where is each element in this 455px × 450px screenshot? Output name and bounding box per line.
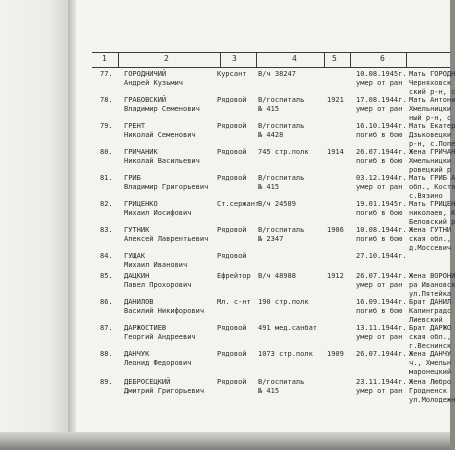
death-date: 13.11.1944г. умер от ран	[356, 324, 407, 341]
table-row	[0, 378, 455, 408]
death-date: 10.08.1944г. погиб в бою	[356, 226, 407, 243]
military-rank: Рядовой	[217, 350, 247, 358]
relative-info: Жена Любро Гродненск ул.Молодежн	[409, 378, 455, 404]
relative-info: Жена ГУТНИ ская обл., д.Моссевич	[409, 226, 452, 252]
military-unit: В/госпиталь № 4428	[258, 122, 305, 139]
header-col-1: 1	[102, 54, 107, 63]
person-given-name: Павел Прохорович	[124, 281, 192, 289]
person-name	[124, 350, 191, 368]
header-col-2: 2	[164, 54, 169, 63]
row-number: 80.	[100, 148, 113, 156]
military-unit: В/ч 48988	[258, 272, 296, 280]
person-name	[124, 96, 200, 114]
person-given-name: Алексей Лаврентьевич	[124, 235, 209, 243]
person-surname: ГРИЦЕНКО	[124, 200, 158, 208]
table-header	[92, 52, 450, 68]
person-surname: ГУЩАК	[124, 252, 146, 260]
death-date: 26.07.1944г. погиб в бою	[356, 148, 407, 165]
military-unit: В/госпиталь № 415	[258, 378, 305, 395]
relative-info: Мать ГРИБ А обл., Костя с.Вязино	[409, 174, 455, 200]
person-surname: ДЕБРОСЕЦКИЙ	[124, 378, 171, 386]
header-divider	[406, 53, 407, 67]
relative-info: Брат ДАНИЛ Калинградс Лиевский	[409, 298, 452, 324]
person-surname: ДАНЧУК	[124, 350, 150, 358]
military-rank: Рядовой	[217, 324, 247, 332]
birth-year: 1912	[327, 272, 344, 280]
person-given-name: Михаил Иванович	[124, 261, 188, 269]
header-divider	[118, 53, 119, 67]
military-rank: Рядовой	[217, 378, 247, 386]
person-name	[124, 252, 187, 270]
person-surname: ГРИЧАНИК	[124, 148, 158, 156]
death-date: 16.10.1944г. погиб в бою	[356, 122, 407, 139]
military-unit: 745 стр.полк	[258, 148, 309, 156]
military-unit: В/госпиталь № 2347	[258, 226, 305, 243]
table-row	[0, 350, 450, 380]
birth-year: 1914	[327, 148, 344, 156]
person-name	[124, 226, 208, 244]
military-rank: Рядовой	[217, 96, 247, 104]
relative-info: Мать Антони Хмельницки ный р-н, с	[409, 96, 455, 122]
military-rank: Рядовой	[217, 252, 247, 260]
header-col-4: 4	[292, 54, 297, 63]
person-given-name: Владимир Семенович	[124, 105, 200, 113]
death-date: 17.08.1944г. умер от ран	[356, 96, 407, 113]
person-given-name: Дмитрий Григорьевич	[124, 387, 205, 395]
person-name	[124, 324, 196, 342]
relative-info: Мать ГОРОДН Черняховск ский р-н, с	[409, 70, 455, 96]
header-divider	[256, 53, 257, 67]
military-rank: Рядовой	[217, 226, 247, 234]
header-divider	[350, 53, 351, 67]
person-name	[124, 122, 196, 140]
person-given-name: Леонид Федорович	[124, 359, 192, 367]
birth-year: 1909	[327, 350, 344, 358]
row-number: 83.	[100, 226, 113, 234]
death-date: 27.10.1944г.	[356, 252, 407, 260]
person-surname: ДАРЖОСТИЕВ	[124, 324, 167, 332]
person-name	[124, 200, 191, 218]
person-given-name: Андрей Кузьмич	[124, 79, 184, 87]
military-rank: Рядовой	[217, 174, 247, 182]
row-number: 88.	[100, 350, 113, 358]
header-col-6: 6	[380, 54, 385, 63]
row-number: 86.	[100, 298, 113, 306]
person-surname: ГУТНИК	[124, 226, 150, 234]
death-date: 19.01.1945г. погиб в бою	[356, 200, 407, 217]
military-unit: 491 мед.санбат	[258, 324, 318, 332]
death-date: 16.09.1944г. погиб в бою	[356, 298, 407, 315]
person-given-name: Михаил Иосифович	[124, 209, 192, 217]
military-rank: Рядовой	[217, 148, 247, 156]
row-number: 84.	[100, 252, 113, 260]
person-given-name: Николай Семенович	[124, 131, 196, 139]
military-rank: Рядовой	[217, 122, 247, 130]
death-date: 26.07.1944г.	[356, 350, 407, 358]
person-surname: ДАНИЛОВ	[124, 298, 154, 306]
birth-year: 1906	[327, 226, 344, 234]
row-number: 89.	[100, 378, 113, 386]
military-unit: 1073 стр.полк	[258, 350, 313, 358]
military-unit: В/госпиталь № 415	[258, 174, 305, 191]
birth-year: 1921	[327, 96, 344, 104]
header-col-3: 3	[232, 54, 237, 63]
person-surname: ГРАБОВСКИЙ	[124, 96, 167, 104]
military-rank: Мл. с-нт	[217, 298, 251, 306]
row-number: 77.	[100, 70, 113, 78]
relative-info: Мать ГРИЦЕН николаев, К Беловский р	[409, 200, 455, 226]
header-col-5: 5	[332, 54, 337, 63]
person-name	[124, 378, 204, 396]
row-number: 78.	[100, 96, 113, 104]
person-given-name: Георгий Андреевич	[124, 333, 196, 341]
military-unit: 190 стр.полк	[258, 298, 309, 306]
military-rank: Ефрейтор	[217, 272, 251, 280]
relative-info: Жена ВОРОНИ ра Ивановск ул.Пятейка	[409, 272, 455, 298]
row-number: 87.	[100, 324, 113, 332]
row-number: 82.	[100, 200, 113, 208]
military-rank: Курсант	[217, 70, 247, 78]
military-unit: В/ч 38247	[258, 70, 296, 78]
header-divider	[220, 53, 221, 67]
person-surname: ДАЦКИН	[124, 272, 150, 280]
military-unit: В/госпиталь № 415	[258, 96, 305, 113]
person-surname: ГРЕНТ	[124, 122, 146, 130]
death-date: 03.12.1944г. умер от ран	[356, 174, 407, 191]
person-name	[124, 272, 191, 290]
row-number: 81.	[100, 174, 113, 182]
row-number: 85.	[100, 272, 113, 280]
row-number: 79.	[100, 122, 113, 130]
death-date: 10.08.1945г. умер от ран	[356, 70, 407, 87]
military-unit: В/ч 24589	[258, 200, 296, 208]
person-name	[124, 70, 183, 88]
relative-info: Жена ДАНЧУ ч., Хмельн маронецкий	[409, 350, 452, 376]
relative-info: Брат ДАРЖО ская обл., г.Веснинск	[409, 324, 452, 350]
person-name	[124, 174, 208, 192]
relative-info: Мать Екатер Дзьковецки р-н, с.Попе	[409, 122, 455, 148]
person-name	[124, 148, 200, 166]
header-divider	[324, 53, 325, 67]
person-surname: ГОРОДНИЧИЙ	[124, 70, 167, 78]
death-date: 26.07.1944г. умер от ран	[356, 272, 407, 289]
death-date: 23.11.1944г. умер от ран	[356, 378, 407, 395]
person-given-name: Василий Никифорович	[124, 307, 205, 315]
military-rank: Ст.сержант	[217, 200, 260, 208]
relative-info: Жена ГРИЧАН Хмельницки ровецкий р	[409, 148, 455, 174]
person-surname: ГРИБ	[124, 174, 141, 182]
person-given-name: Владимир Григорьевич	[124, 183, 209, 191]
person-name	[124, 298, 204, 316]
page-bottom-edge	[0, 432, 450, 450]
person-given-name: Николай Васильевич	[124, 157, 200, 165]
